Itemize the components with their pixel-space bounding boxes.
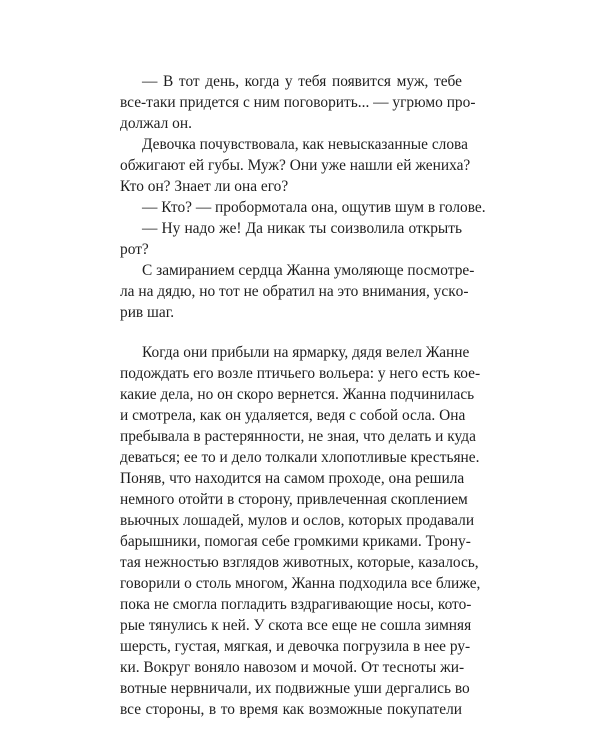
text-line: рив шаг. bbox=[120, 304, 175, 321]
text-line: должал он. bbox=[120, 115, 192, 132]
text-line: немного отойти в сторону, привлеченная скоплением bbox=[120, 491, 468, 508]
text-line: Поняв, что находится на самом проходе, она решила bbox=[120, 470, 465, 487]
text-line: ки. Вокруг воняло навозом и мочой. От тесноты жи- bbox=[120, 659, 465, 676]
text-line: пребывала в растерянности, не зная, что делать и куда bbox=[120, 428, 476, 445]
text-line: — Ну надо же! Да никак ты соизволила открыть bbox=[142, 220, 462, 237]
text-line: все стороны, в то время как возможные покупатели bbox=[120, 701, 462, 718]
text-line: С замиранием сердца Жанна умоляюще посмотре- bbox=[142, 262, 475, 279]
text-line: деваться; ее то и дело толкали хлопотливые крестьяне. bbox=[120, 449, 480, 466]
text-line: все-таки придется с ним поговорить... — угрюмо про- bbox=[120, 94, 476, 111]
text-line: и смотрела, как он удаляется, ведя с собой осла. Она bbox=[120, 407, 466, 424]
text-line: пока не смогла погладить вздрагивающие носы, кото- bbox=[120, 596, 472, 613]
text-line: рот? bbox=[120, 241, 149, 258]
text-line: какие дела, но он скоро вернется. Жанна подчинилась bbox=[120, 386, 475, 403]
text-line: рые тянулись к ней. У скота все еще не сошла зимняя bbox=[120, 617, 472, 634]
text-line: Когда они прибыли на ярмарку, дядя велел Жанне bbox=[142, 344, 470, 361]
text-line: барышники, помогая себе громкими криками. Трону- bbox=[120, 533, 471, 550]
text-line: ла на дядю, но тот не обратил на это внимания, ускo- bbox=[120, 283, 469, 300]
text-line: вьючных лошадей, мулов и ослов, которых продавали bbox=[120, 512, 475, 529]
text-line: подождать его возле птичьего вольера: у него есть кое- bbox=[120, 365, 481, 382]
text-line: — Кто? — пробормотала она, ощутив шум в голове. bbox=[142, 199, 486, 216]
text-line: обжигают ей губы. Муж? Они уже нашли ей жениха? bbox=[120, 157, 471, 174]
text-line: Девочка почувствовала, как невысказанные слова bbox=[142, 136, 468, 153]
text-line: — В тот день, когда у тебя появится муж, тебе bbox=[142, 73, 462, 90]
text-line: говорили о столь многом, Жанна подходила все ближе, bbox=[120, 575, 481, 592]
text-line: Кто он? Знает ли она его? bbox=[120, 178, 289, 195]
text-line: тая нежностью взглядов животных, которые, казалось, bbox=[120, 554, 479, 571]
text-line: шерсть, густая, мягкая, и девочка погрузила в нее ру- bbox=[120, 638, 471, 655]
text-line: вотные нервничали, их подвижные уши дергались во bbox=[120, 680, 470, 697]
